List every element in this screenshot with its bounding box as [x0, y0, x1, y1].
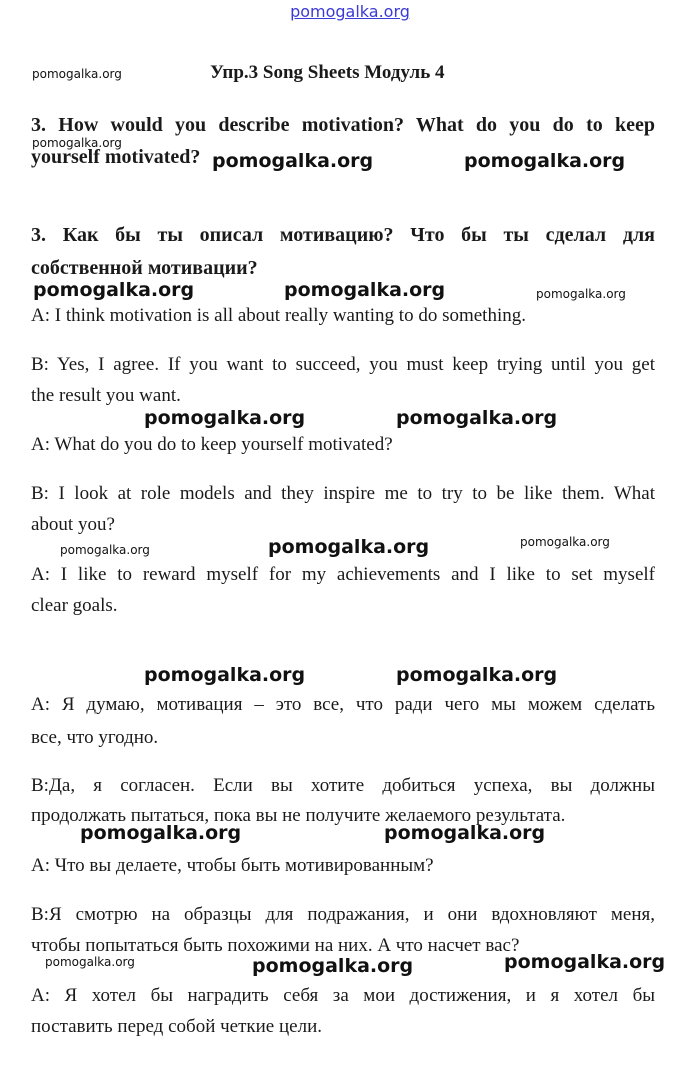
watermark: pomogalka.org: [45, 955, 135, 969]
watermark: pomogalka.org: [252, 955, 414, 977]
watermark: pomogalka.org: [268, 536, 430, 558]
dialogue-line: clear goals.: [31, 595, 118, 616]
dialogue-line: B:Я смотрю на образцы для подражания, и они вдохновляют меня,: [31, 904, 655, 925]
watermark: pomogalka.org: [144, 664, 306, 686]
dialogue-line: A: Что вы делаете, чтобы быть мотивированным?: [31, 855, 434, 876]
dialogue-line: B: Yes, I agree. If you want to succeed, you must keep trying until you get: [31, 354, 655, 375]
question-english-line: yourself motivated?: [31, 146, 201, 168]
watermark: pomogalka.org: [284, 279, 446, 301]
watermark: pomogalka.org: [80, 822, 242, 844]
dialogue-line: B: I look at role models and they inspire me to try to be like them. What: [31, 483, 655, 504]
dialogue-line: продолжать пытаться, пока вы не получите желаемого результата.: [31, 805, 566, 826]
dialogue-line: A: I think motivation is all about really wanting to do something.: [31, 305, 526, 326]
dialogue-line: about you?: [31, 514, 115, 535]
watermark: pomogalka.org: [464, 150, 626, 172]
dialogue-line: A: Я хотел бы наградить себя за мои достижения, и я хотел бы: [31, 985, 655, 1006]
dialogue-line: чтобы попытаться быть похожими на них. А что насчет вас?: [31, 935, 520, 956]
question-russian-line: собственной мотивации?: [31, 257, 258, 279]
watermark: pomogalka.org: [32, 67, 122, 81]
question-russian-line: 3. Как бы ты описал мотивацию? Что бы ты сделал для: [31, 224, 655, 246]
watermark: pomogalka.org: [504, 951, 666, 973]
site-link[interactable]: pomogalka.org: [290, 2, 410, 21]
watermark: pomogalka.org: [396, 407, 558, 429]
dialogue-line: A: Я думаю, мотивация – это все, что ради чего мы можем сделать: [31, 694, 655, 715]
watermark: pomogalka.org: [536, 287, 626, 301]
question-english-line: 3. How would you describe motivation? What do you do to keep: [31, 114, 655, 136]
watermark: pomogalka.org: [32, 136, 122, 150]
dialogue-line: A: What do you do to keep yourself motivated?: [31, 434, 393, 455]
watermark: pomogalka.org: [520, 535, 610, 549]
watermark: pomogalka.org: [384, 822, 546, 844]
dialogue-line: все, что угодно.: [31, 727, 159, 748]
dialogue-line: A: I like to reward myself for my achievements and I like to set myself: [31, 564, 655, 585]
dialogue-line: the result you want.: [31, 385, 181, 406]
watermark: pomogalka.org: [33, 279, 195, 301]
watermark: pomogalka.org: [212, 150, 374, 172]
dialogue-line: поставить перед собой четкие цели.: [31, 1016, 322, 1037]
watermark: pomogalka.org: [396, 664, 558, 686]
watermark: pomogalka.org: [60, 543, 150, 557]
watermark: pomogalka.org: [144, 407, 306, 429]
dialogue-line: B:Да, я согласен. Если вы хотите добиться успеха, вы должны: [31, 775, 655, 796]
page-title: Упр.3 Song Sheets Модуль 4: [210, 62, 445, 83]
